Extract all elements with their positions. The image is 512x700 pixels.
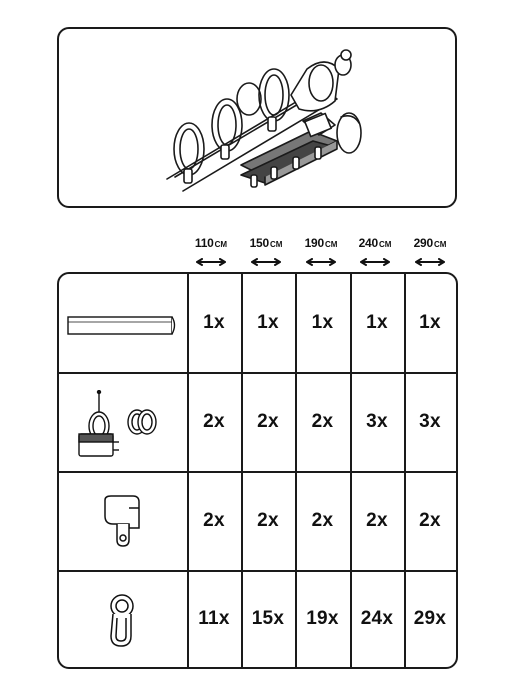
quantity-cell: 19x [306,607,339,629]
quantity-cell: 29x [413,607,447,629]
glider-and-rings-icon [75,390,165,458]
length-label-3 [293,234,349,266]
quantity-cell: 2x [311,410,334,432]
quantity-cell: 1x [257,312,279,333]
quantity-cell: 11x [198,607,230,629]
length-unit: CM [324,240,338,249]
quantity-cell: 3x [366,410,388,432]
length-label-5 [402,234,458,266]
quantity-cell: 2x [203,410,225,432]
length-unit: CM [269,240,283,249]
length-unit: CM [378,240,392,249]
double-arrow-icon [415,258,445,266]
length-unit: CM [433,240,447,249]
quantity-cell: 1x [366,312,388,333]
product-illustration [57,27,457,208]
curtain-rod-illustration-icon [59,29,457,208]
quantity-cell: 24x [360,607,394,629]
quantity-cell: 1x [419,312,441,333]
length-value: 150 [249,236,269,250]
rail-icon [67,314,179,338]
quantity-cell: 2x [257,410,279,432]
length-label-2 [238,234,294,266]
length-unit: CM [214,240,228,249]
length-value: 290 [413,236,433,250]
ring-clip-icon [105,592,139,650]
length-value: 190 [304,236,324,250]
quantity-cell: 2x [419,509,441,531]
length-label-4 [347,234,403,266]
length-value: 240 [358,236,378,250]
double-arrow-icon [196,258,226,266]
quantity-cell: 3x [419,410,441,432]
quantity-cell: 15x [251,607,285,629]
length-value: 110 [194,236,214,250]
quantity-cell: 2x [257,509,279,531]
quantity-cell: 2x [366,509,388,531]
double-arrow-icon [251,258,281,266]
double-arrow-icon [360,258,390,266]
length-label-1 [183,234,239,266]
quantity-cell: 1x [203,312,225,333]
quantity-cell: 1x [311,312,334,333]
double-arrow-icon [306,258,336,266]
quantity-cell: 2x [311,509,334,531]
quantity-cell: 2x [203,509,225,531]
parts-quantity-table [57,272,458,669]
end-bracket-icon [99,494,145,550]
